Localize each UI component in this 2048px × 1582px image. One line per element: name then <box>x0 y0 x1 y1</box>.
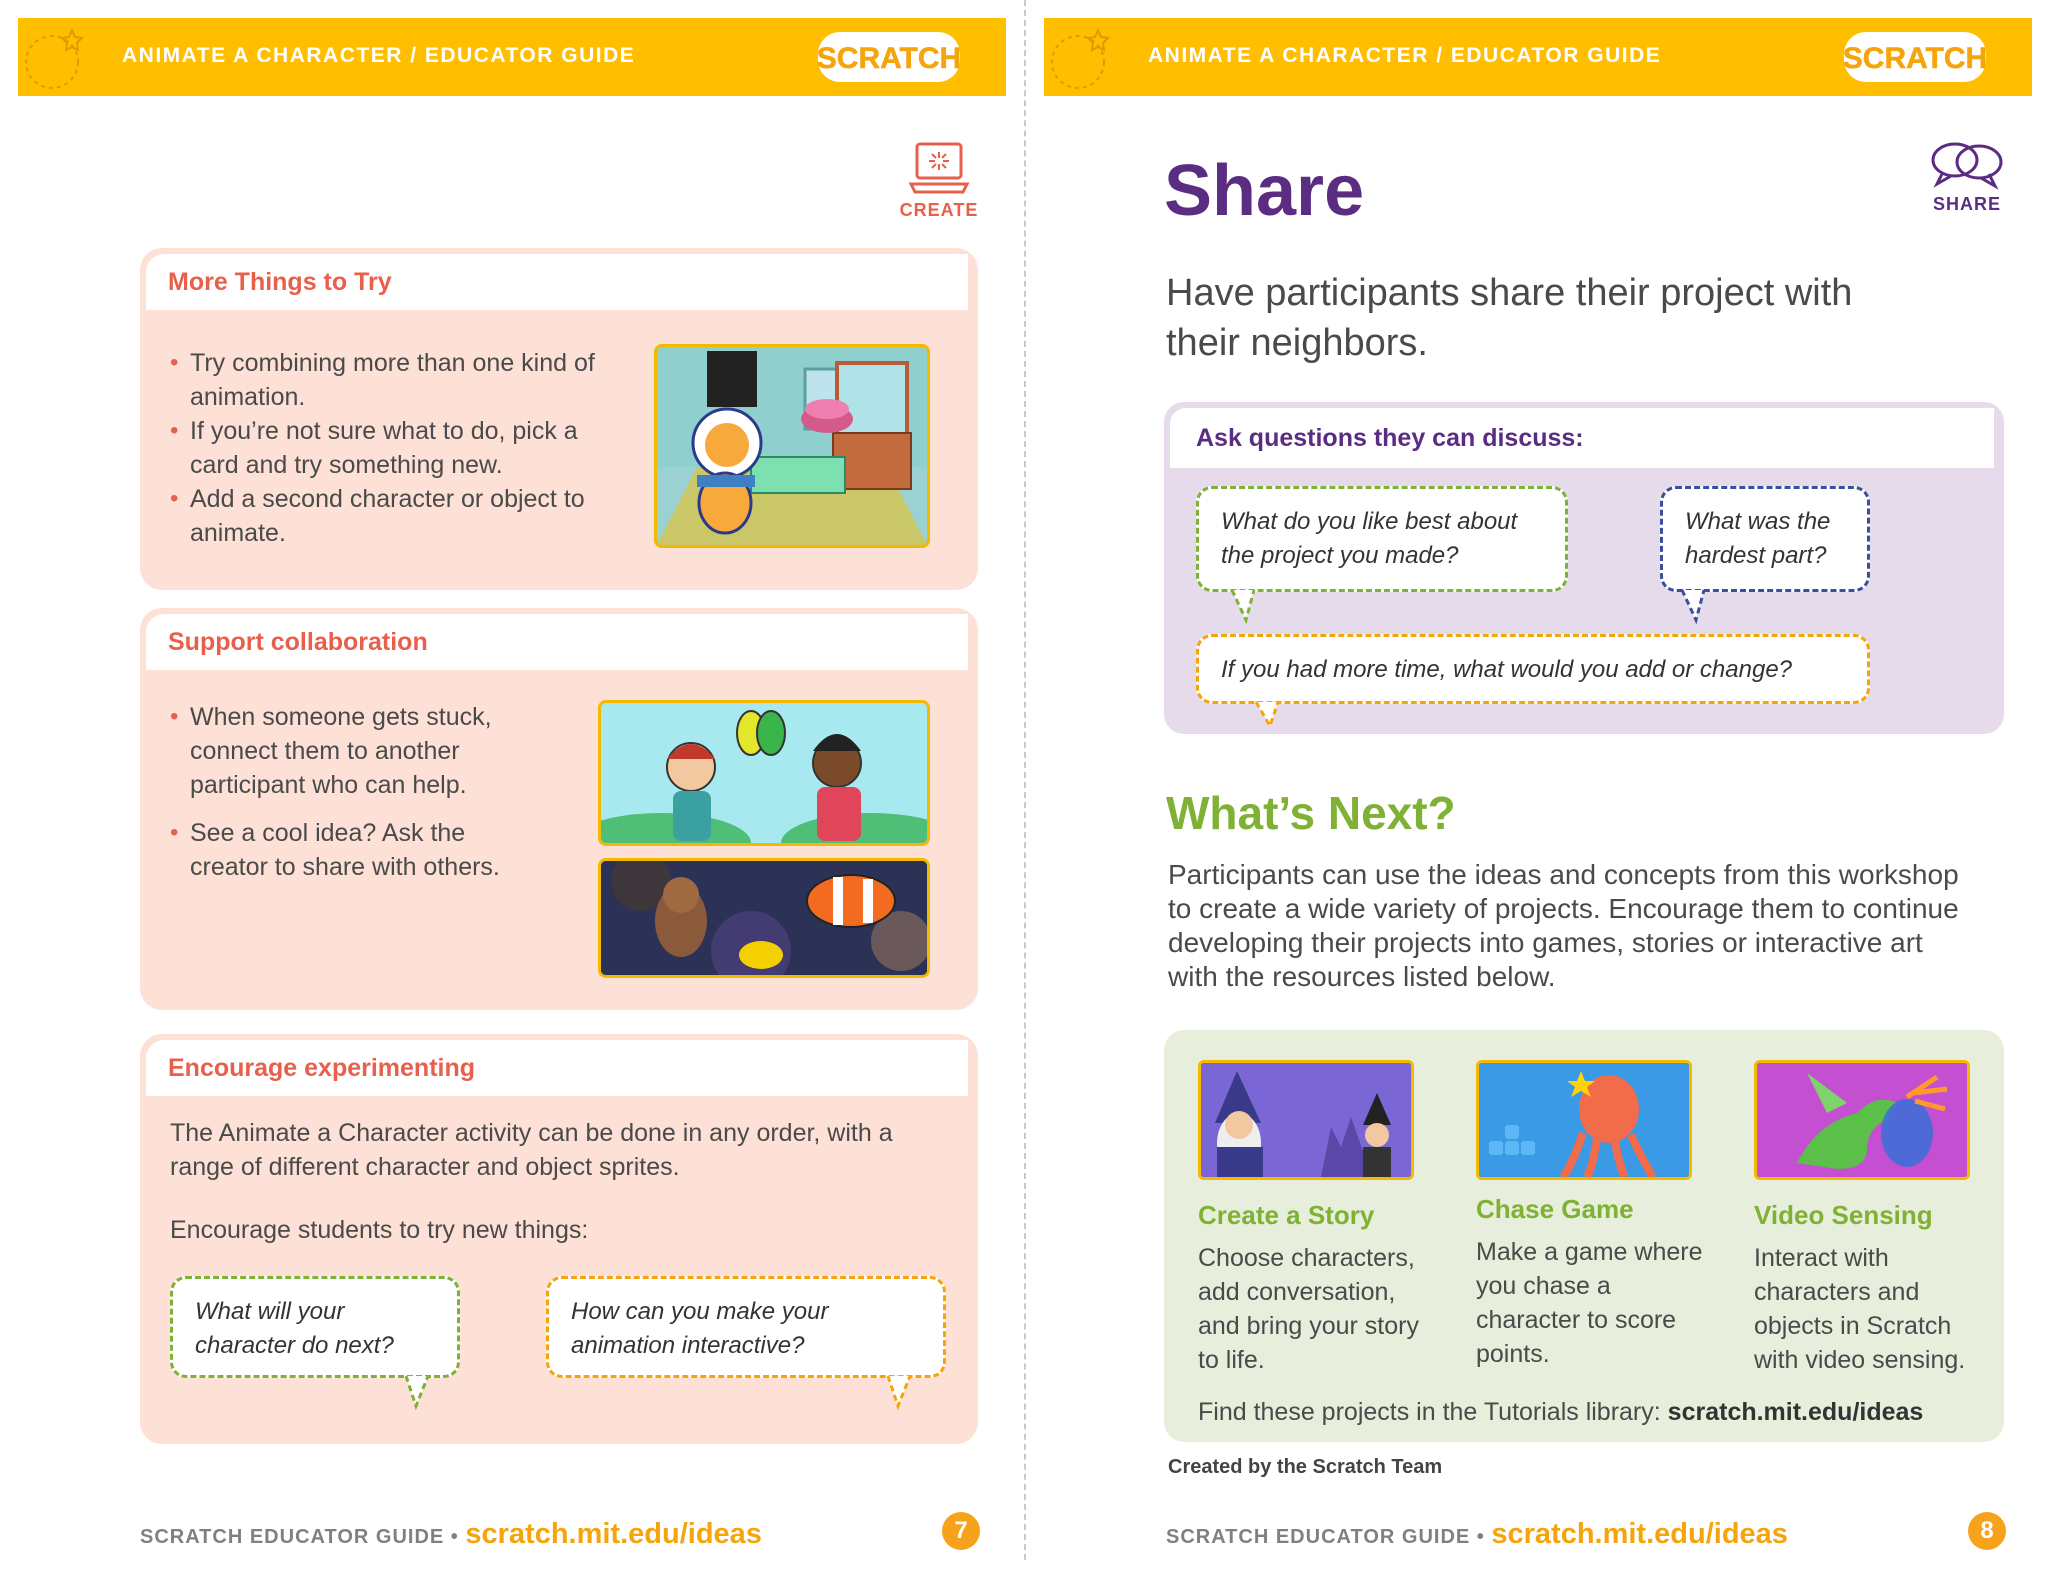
list-item: • When someone gets stuck, connect them to another participant who can help. <box>170 700 540 802</box>
collaboration-list <box>170 700 540 884</box>
page-subtitle: Have participants share their project with their neighbors. <box>1166 272 1853 364</box>
list-item: • Try combining more than one kind of animation. <box>170 346 600 414</box>
card-title: Encourage experimenting <box>168 1054 476 1082</box>
create-section-icon <box>894 140 984 221</box>
list-item: • See a cool idea? Ask the creator to share with others. <box>170 816 540 884</box>
resource-desc: Interact with characters and objects in Scratch with video sensing. <box>1754 1244 1966 1374</box>
resource-video-sensing[interactable] <box>1754 1060 1994 1377</box>
question-text: What was the hardest part? <box>1685 508 1831 569</box>
bubble-tail-icon <box>1678 588 1718 626</box>
whats-next-body: Participants can use the ideas and concepts from this workshop to create a wide variety of projects. Encourage them to continue developing their projects into games, stories or interactive art with the resources listed below. <box>1168 859 1959 992</box>
footer-label: SCRATCH EDUCATOR GUIDE • <box>1166 1526 1485 1548</box>
credit-line: Created by the Scratch Team <box>1168 1456 1443 1478</box>
collaboration-card <box>140 608 978 1010</box>
more-things-list <box>170 346 600 550</box>
discussion-questions-box <box>1164 402 2004 734</box>
octopus-thumbnail <box>1476 1060 1692 1180</box>
footer <box>1166 1518 1788 1551</box>
list-item: • If you’re not sure what to do, pick a card and try something new. <box>170 414 600 482</box>
share-label: SHARE <box>1932 194 2001 214</box>
experimenting-card <box>140 1034 978 1444</box>
scratch-logo <box>1842 30 1988 84</box>
experimenting-paragraph: The Animate a Character activity can be done in any order, with a range of different character and object sprites. <box>170 1119 893 1181</box>
svg-text:SCRATCH: SCRATCH <box>1842 42 1988 75</box>
page-number: 7 <box>942 1512 980 1550</box>
resource-title: Create a Story <box>1198 1200 1375 1230</box>
footer <box>140 1518 762 1551</box>
share-section-icon <box>1922 140 2012 215</box>
bubble-tail-icon <box>884 1374 924 1414</box>
footer-url[interactable]: scratch.mit.edu/ideas <box>465 1518 762 1550</box>
question-text: If you had more time, what would you add or change? <box>1221 656 1793 683</box>
question-text: What do you like best about the project you made? <box>1221 508 1518 569</box>
ask-header <box>1170 408 1994 468</box>
find-projects-line <box>1198 1398 1923 1427</box>
resource-create-a-story[interactable] <box>1198 1060 1438 1377</box>
ask-title: Ask questions they can discuss: <box>1196 424 1584 452</box>
bubble-tail-icon <box>1252 700 1292 732</box>
kids-butterfly-illustration <box>598 700 930 846</box>
find-text: Find these projects in the Tutorials library: <box>1198 1398 1661 1426</box>
bubble-tail-icon <box>1228 588 1268 626</box>
question-bubble <box>170 1276 460 1378</box>
header-banner <box>1044 18 2032 96</box>
resources-box <box>1164 1030 2004 1442</box>
question-text: What will your character do next? <box>195 1298 394 1359</box>
laptop-create-icon <box>909 140 969 196</box>
list-item: • Add a second character or object to animate. <box>170 482 600 550</box>
whats-next-title: What’s Next? <box>1166 787 1456 839</box>
footer-label: SCRATCH EDUCATOR GUIDE • <box>140 1526 459 1548</box>
wizard-thumbnail <box>1198 1060 1414 1180</box>
dragon-thumbnail <box>1754 1060 1970 1180</box>
page-number: 8 <box>1968 1512 2006 1550</box>
card-header <box>146 1040 968 1096</box>
header-banner <box>18 18 1006 96</box>
card-header <box>146 614 968 670</box>
scratch-logo <box>816 30 962 84</box>
more-things-card <box>140 248 978 590</box>
footer-url[interactable]: scratch.mit.edu/ideas <box>1491 1518 1788 1550</box>
page-title: Share <box>1164 151 1365 231</box>
orbit-decoration-icon <box>1048 22 1118 92</box>
card-header <box>146 254 968 310</box>
svg-text:SCRATCH: SCRATCH <box>816 42 962 75</box>
header-title: ANIMATE A CHARACTER / EDUCATOR GUIDE <box>1148 44 1662 67</box>
experimenting-prompt: Encourage students to try new things: <box>170 1216 589 1244</box>
resource-desc: Choose characters, add conversation, and bring your story to life. <box>1198 1244 1419 1374</box>
space-fish-illustration <box>598 858 930 978</box>
create-label: CREATE <box>899 200 979 220</box>
dog-astronaut-illustration <box>654 344 930 548</box>
orbit-decoration-icon <box>22 22 92 92</box>
question-bubble <box>1660 486 1870 592</box>
question-bubble <box>1196 634 1870 704</box>
resource-title: Video Sensing <box>1754 1200 1933 1230</box>
resource-chase-game[interactable] <box>1476 1060 1716 1371</box>
page-8 <box>1026 0 2048 1582</box>
question-bubble <box>546 1276 946 1378</box>
find-url[interactable]: scratch.mit.edu/ideas <box>1667 1398 1924 1426</box>
card-title: Support collaboration <box>168 628 428 656</box>
question-text: How can you make your animation interactive? <box>571 1298 829 1359</box>
resource-title: Chase Game <box>1476 1194 1634 1224</box>
resource-desc: Make a game where you chase a character to score points. <box>1476 1238 1703 1368</box>
card-title: More Things to Try <box>168 268 392 296</box>
question-bubble <box>1196 486 1568 592</box>
header-title: ANIMATE A CHARACTER / EDUCATOR GUIDE <box>122 44 636 67</box>
speech-bubbles-share-icon <box>1929 140 2005 190</box>
bubble-tail-icon <box>402 1374 442 1414</box>
